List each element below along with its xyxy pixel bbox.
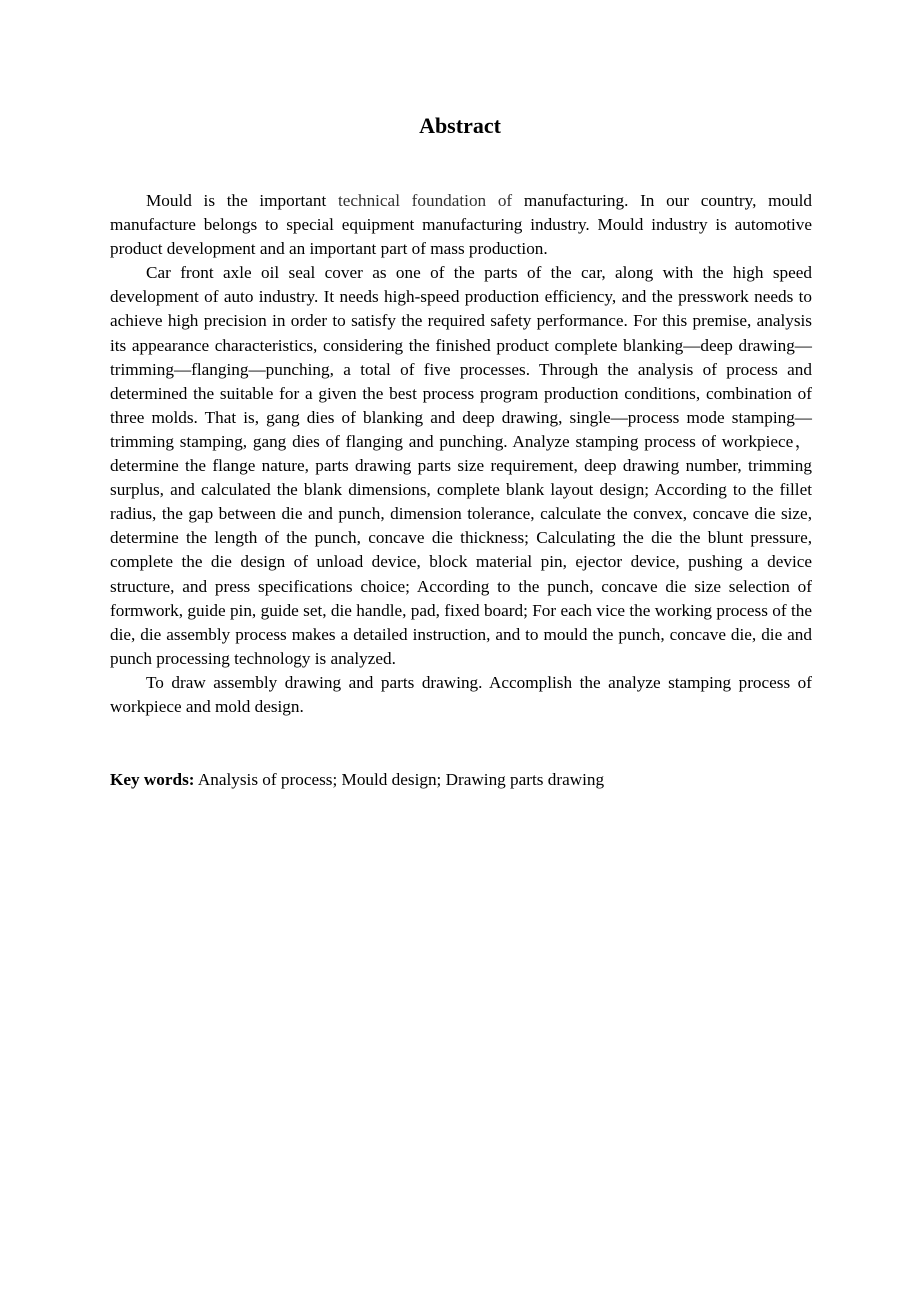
- paragraph-1-highlight: technical foundation of: [337, 191, 513, 210]
- abstract-paragraph-1: [110, 189, 812, 261]
- abstract-paragraph-2: Car front axle oil seal cover as one of the parts of the car, along with the high speed development of auto industry. It needs high-speed production efficiency, and the presswork needs to achieve high precision in order to satisfy the required safety performance. For this premise, analysis its appearance characteristics, considering the finished product complete blanking—deep drawing—trimming—flanging—punching, a total of five processes. Through the analysis of process and determined the suitable for a given the best process program production conditions, combination of three molds. That is, gang dies of blanking and deep drawing, single—process mode stamping— trimming stamping, gang dies of flanging and punching. Analyze stamping process of workpiece，determine the flange nature, parts drawing parts size requirement, deep drawing number, trimming surplus, and calculated the blank dimensions, complete blank layout design; According to the fillet radius, the gap between die and punch, dimension tolerance, calculate the convex, concave die size, determine the length of the punch, concave die thickness; Calculating the die the blunt pressure, complete the die design of unload device, block material pin, ejector device, pushing a device structure, and press specifications choice; According to the punch, concave die size selection of formwork, guide pin, guide set, die handle, pad, fixed board; For each vice the working process of the die, die assembly process makes a detailed instruction, and to mould the punch, concave die, die and punch processing technology is analyzed.: [110, 263, 812, 668]
- abstract-title: Abstract: [419, 113, 501, 138]
- keywords-line: [110, 768, 812, 792]
- keywords-label: Key words:: [110, 770, 195, 789]
- keywords-value: Analysis of process; Mould design; Drawing parts drawing: [194, 770, 605, 789]
- abstract-body: [110, 189, 812, 719]
- paragraph-1-text-end: manufacturing. In our country, mould manufacture belongs to special equipment manufacturing industry. Mould industry is automotive product development and an important part of mass production.: [110, 191, 813, 259]
- abstract-paragraph-3: To draw assembly drawing and parts drawing. Accomplish the analyze stamping process of workpiece and mold design.: [110, 672, 812, 716]
- paragraph-1-text-start: Mould is the important: [146, 191, 338, 210]
